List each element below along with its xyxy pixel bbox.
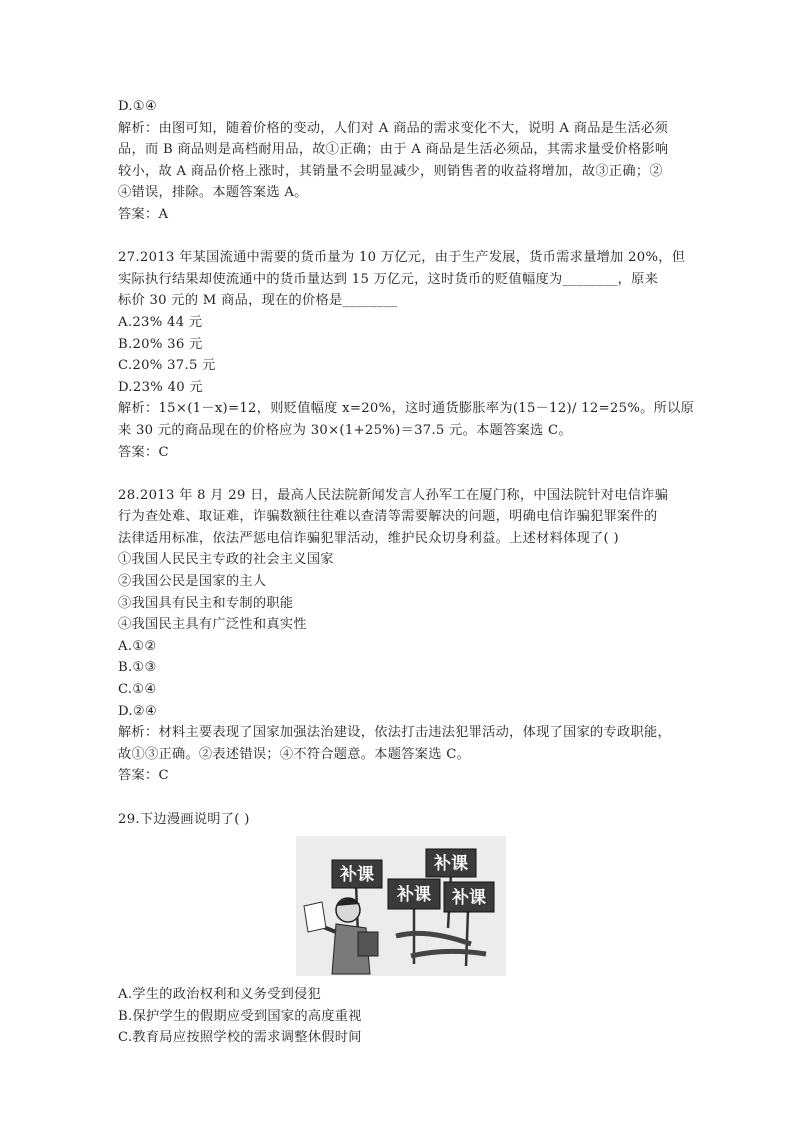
text-line: 标价 30 元的 M 商品，现在的价格是________ bbox=[118, 293, 398, 309]
text-line: ③我国具有民主和专制的职能 bbox=[118, 595, 294, 611]
cartoon-illustration bbox=[296, 836, 506, 976]
text-line: C.①④ bbox=[118, 682, 157, 698]
text-line: 来 30 元的商品现在的价格应为 30×(1+25%)＝37.5 元。本题答案选 C。 bbox=[118, 422, 572, 438]
svg-text:补课: 补课 bbox=[340, 865, 374, 886]
answer-option: B.保护学生的假期应受到国家的高度重视 bbox=[118, 1008, 362, 1024]
text-line: 答案：A bbox=[118, 206, 169, 222]
answer-option: A.学生的政治权利和义务受到侵犯 bbox=[118, 987, 322, 1003]
answer-option: C.教育局应按照学校的需求调整休假时间 bbox=[118, 1030, 362, 1046]
text-line: ④错误，排除。本题答案选 A。 bbox=[118, 185, 308, 201]
text-line: 法律适用标准，依法严惩电信诈骗犯罪活动，维护民众切身利益。上述材料体现了( ) bbox=[118, 530, 619, 546]
text-line: ④我国民主具有广泛性和真实性 bbox=[118, 617, 307, 633]
text-line: 品，而 B 商品则是高档耐用品，故①正确；由于 A 商品是生活必须品，其需求量受价格影响 bbox=[118, 142, 669, 158]
document-page bbox=[118, 96, 695, 1049]
paragraph-gap bbox=[118, 226, 678, 248]
text-line: A.①② bbox=[118, 638, 157, 654]
text-line: ②我国公民是国家的主人 bbox=[118, 574, 267, 590]
svg-text:补课: 补课 bbox=[452, 888, 486, 909]
svg-text:补课: 补课 bbox=[434, 854, 468, 875]
question-blocks bbox=[118, 96, 695, 809]
text-line: C.20% 37.5 元 bbox=[118, 358, 216, 374]
text-line: 较小，故 A 商品价格上涨时，其销量不会明显减少，则销售者的收益将增加，故③正确；② bbox=[118, 163, 663, 179]
text-line: 27.2013 年某国流通中需要的货币量为 10 万亿元，由于生产发展，货币需求量增加 20%，但 bbox=[118, 250, 686, 266]
text-line: 解析：由图可知，随着价格的变动，人们对 A 商品的需求变化不大，说明 A 商品是生活必须 bbox=[118, 120, 669, 136]
text-line: D.②④ bbox=[118, 703, 158, 719]
question-29-options bbox=[118, 984, 678, 1049]
paragraph-gap bbox=[118, 787, 678, 809]
text-line: 解析：材料主要表现了国家加强法治建设，依法打击违法犯罪活动，体现了国家的专政职能， bbox=[118, 725, 671, 741]
text-line: 28.2013 年 8 月 29 日，最高人民法院新闻发言人孙军工在厦门称，中国法院针对电信诈骗 bbox=[118, 487, 669, 503]
text-line: B.①③ bbox=[118, 660, 157, 676]
text-line: 答案：C bbox=[118, 768, 169, 784]
text-line: ①我国人民民主专政的社会主义国家 bbox=[118, 552, 334, 568]
text-line: 解析：15×(1－x)=12，则贬值幅度 x=20%，这时通货膨胀率为(15－12)/ 12=25%。所以原 bbox=[118, 401, 695, 417]
paragraph-gap bbox=[118, 463, 678, 485]
text-line: D.23% 40 元 bbox=[118, 379, 203, 395]
text-line: A.23% 44 元 bbox=[118, 314, 203, 330]
text-line: B.20% 36 元 bbox=[118, 336, 203, 352]
text-line: 行为查处难、取证难，诈骗数额往往难以查清等需要解决的问题，明确电信诈骗犯罪案件的 bbox=[118, 509, 658, 525]
question-29-stem: 29.下边漫画说明了( ) bbox=[118, 811, 250, 827]
text-line: 故①③正确。②表述错误；④不符合题意。本题答案选 C。 bbox=[118, 746, 471, 762]
text-line: 实际执行结果却使流通中的货币量达到 15 万亿元，这时货币的贬值幅度为________，原来 bbox=[118, 271, 659, 287]
text-line: D.①④ bbox=[118, 99, 158, 114]
text-line: 答案：C bbox=[118, 444, 169, 460]
svg-text:补课: 补课 bbox=[397, 885, 431, 906]
